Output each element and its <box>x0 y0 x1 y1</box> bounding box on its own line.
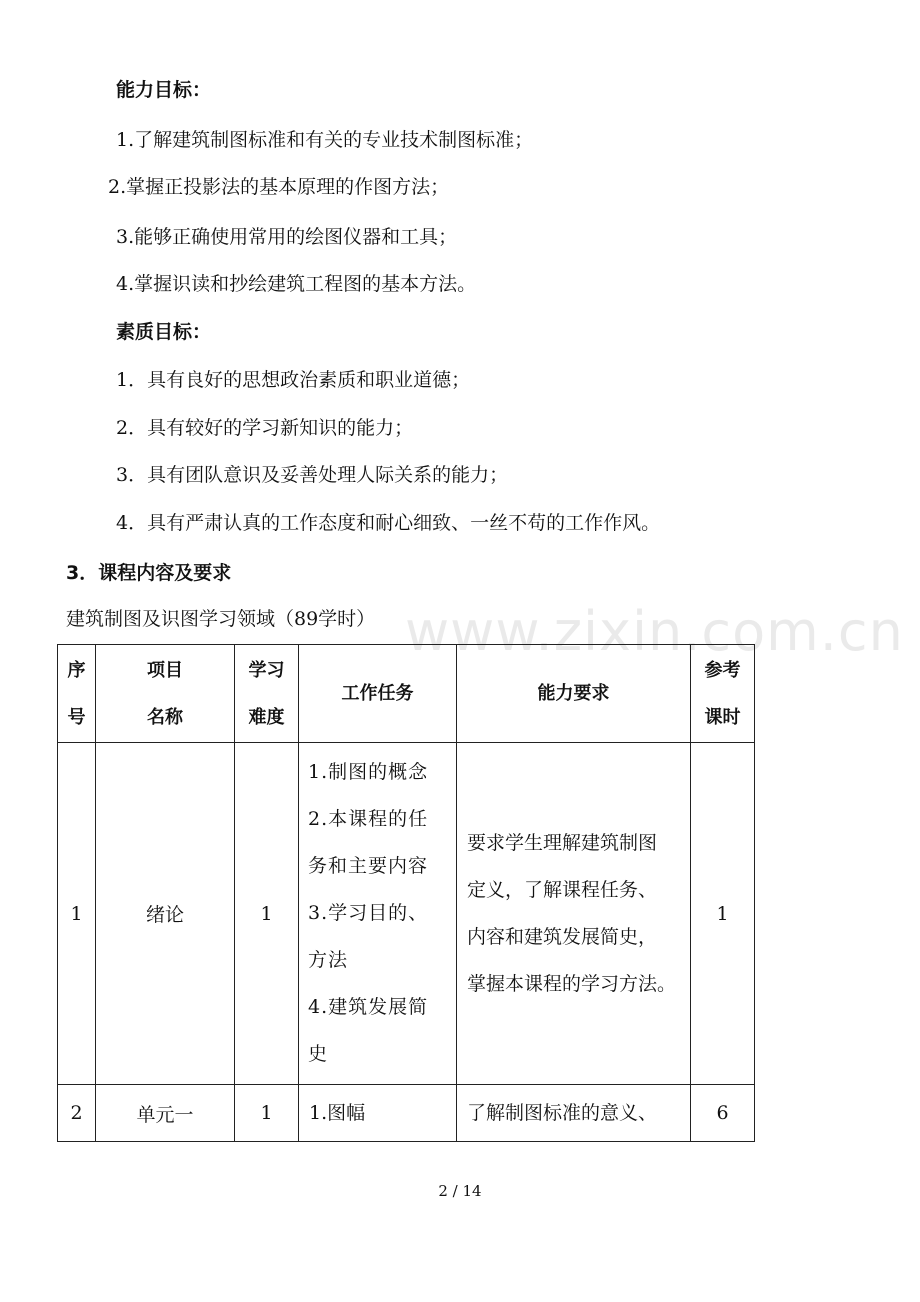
row-hours: 1 <box>691 743 755 1085</box>
table-header-row <box>58 645 755 743</box>
quality-heading: 素质目标： <box>116 321 212 343</box>
row-ability: 了解制图标准的意义、 <box>457 1085 691 1142</box>
course-table <box>57 644 755 1142</box>
page-number: 2 / 14 <box>438 1182 482 1200</box>
header-no: 序 号 <box>58 645 96 743</box>
row-no: 1 <box>58 743 96 1085</box>
header-difficulty: 学习 难度 <box>235 645 299 743</box>
task-item: 4.建筑发展简史 <box>308 996 429 1065</box>
quality-item-3: 3．具有团队意识及妥善处理人际关系的能力； <box>116 464 509 486</box>
row-tasks: 1.图幅 <box>299 1085 457 1142</box>
header-hours: 参考 课时 <box>691 645 755 743</box>
section-subtitle: 建筑制图及识图学习领域（89学时） <box>66 608 376 630</box>
table-row <box>58 743 755 1085</box>
row-tasks <box>299 743 457 1085</box>
ability-item-1: 1.了解建筑制图标准和有关的专业技术制图标准； <box>116 129 534 151</box>
quality-item-1: 1．具有良好的思想政治素质和职业道德； <box>116 369 471 391</box>
header-ability: 能力要求 <box>457 645 691 743</box>
quality-item-4: 4．具有严肃认真的工作态度和耐心细致、一丝不苟的工作作风。 <box>116 512 661 534</box>
row-no: 2 <box>58 1085 96 1142</box>
watermark: www.zixin.com.cn <box>405 600 904 663</box>
ability-item-4: 4.掌握识读和抄绘建筑工程图的基本方法。 <box>116 273 477 295</box>
ability-item-3: 3.能够正确使用常用的绘图仪器和工具； <box>116 226 458 248</box>
row-ability: 要求学生理解建筑制图 定义，了解课程任务、 内容和建筑发展简史， 掌握本课程的学习方法。 <box>457 743 691 1085</box>
task-item: 2.本课程的任务和主要内容 <box>308 808 429 877</box>
header-tasks: 工作任务 <box>299 645 457 743</box>
row-name: 单元一 <box>96 1085 235 1142</box>
ability-heading: 能力目标： <box>116 79 212 101</box>
row-hours: 6 <box>691 1085 755 1142</box>
section-title: 3．课程内容及要求 <box>66 562 232 584</box>
task-item: 3.学习目的、方法 <box>308 902 429 971</box>
ability-item-2: 2.掌握正投影法的基本原理的作图方法； <box>108 176 450 198</box>
row-difficulty: 1 <box>235 1085 299 1142</box>
row-name: 绪论 <box>96 743 235 1085</box>
row-difficulty: 1 <box>235 743 299 1085</box>
header-name: 项目 名称 <box>96 645 235 743</box>
table-row <box>58 1085 755 1142</box>
task-item: 1.制图的概念 <box>308 761 429 783</box>
quality-item-2: 2．具有较好的学习新知识的能力； <box>116 417 414 439</box>
